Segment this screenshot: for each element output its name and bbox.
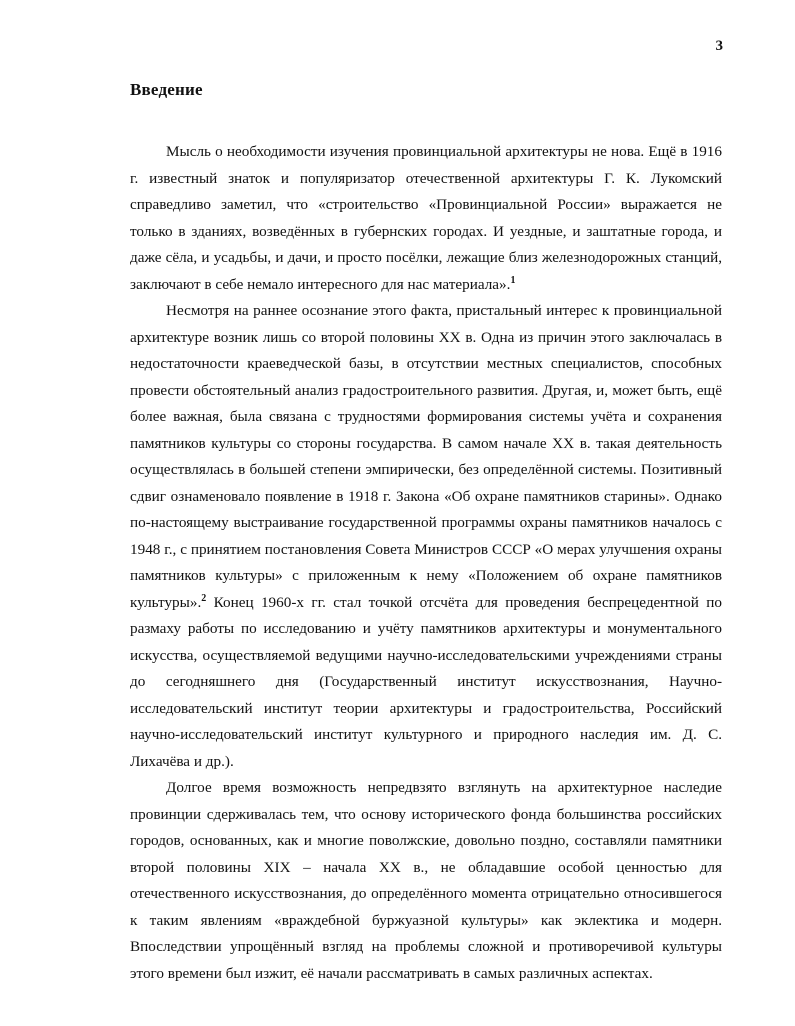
paragraph-2 [130, 298, 722, 775]
paragraph-1-text: Мысль о необходимости изучения провинциальной архитектуры не нова. Ещё в 1916 г. известный знаток и популяризатор отечественной архитектуры Г. К. Лукомский справедливо заметил, что «строительство «Провинциальной России» выражается не только в зданиях, возведённых в губернских городах. И уездные, и заштатные города, и даже сёла, и усадьбы, и дачи, и просто посёлки, лежащие близ железнодорожных станций, заключают в себе немало интересного для нас материала». [130, 143, 722, 293]
paragraph-3 [130, 775, 722, 987]
paragraph-2-text-after: Конец 1960-х гг. стал точкой отсчёта для проведения беспрецедентной по размаху работы по исследованию и учёту памятников архитектуры и монументального искусства, осуществляемой ведущими научно-исследовательскими учреждениями страны до сегодняшнего дня (Государственный институт искусствознания, Научно-исследовательский институт теории архитектуры и градостроительства, Российский научно-исследовательский институт культурного и природного наследия им. Д. С. Лихачёва и др.). [130, 593, 722, 770]
paragraph-2-text-before: Несмотря на раннее осознание этого факта, пристальный интерес к провинциальной архитектуре возник лишь со второй половины XX в. Одна из причин этого заключалась в недостаточности краеведческой базы, в отсутствии местных специалистов, способных провести обстоятельный анализ градостроительного развития. Другая, и, может быть, ещё более важная, была связана с трудностями формирования системы учёта и сохранения памятников культуры со стороны государства. В самом начале XX в. такая деятельность осуществлялась в большей степени эмпирически, без определённой системы. Позитивный сдвиг ознаменовало появление в 1918 г. Закона «Об охране памятников старины». Однако по-настоящему выстраивание государственной программы охраны памятников началось с 1948 г., с принятием постановления Совета Министров СССР «О мерах улучшения охраны памятников культуры» с приложенным к нему «Положением об охране памятников культуры». [130, 302, 722, 611]
footnote-ref-1: 1 [510, 274, 516, 286]
paragraph-1 [130, 139, 722, 298]
footnote-ref-2: 2 [201, 592, 207, 604]
section-heading: Введение [130, 80, 203, 99]
body-text [130, 139, 722, 987]
page-number: 3 [715, 38, 723, 54]
paragraph-3-text: Долгое время возможность непредвзято взглянуть на архитектурное наследие провинции сдерживалась тем, что основу исторического фонда большинства российских городов, основанных, как и многие поволжские, довольно поздно, составляли памятники второй половины XIX – начала XX в., не обладавшие особой ценностью для отечественного искусствознания, до определённого момента отрицательно относившегося к таким явлениям «враждебной буржуазной культуры» как эклектика и модерн. Впоследствии упрощённый взгляд на проблемы сложной и противоречивой культуры этого времени был изжит, её начали рассматривать в самых различных аспектах. [130, 779, 722, 982]
